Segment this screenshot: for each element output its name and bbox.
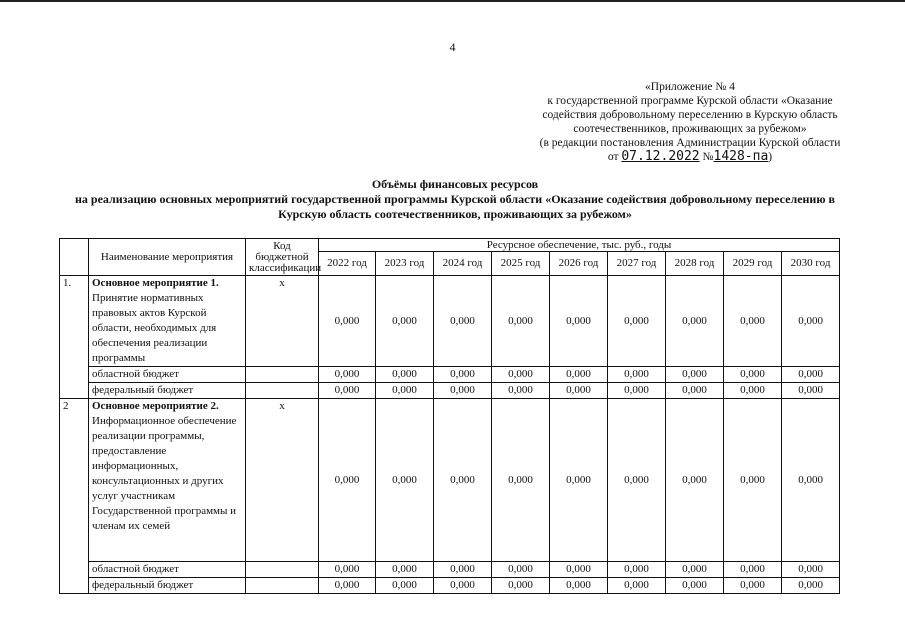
value-cell: 0,000 bbox=[492, 578, 550, 594]
table-row bbox=[60, 276, 840, 367]
header-year: 2029 год bbox=[724, 252, 782, 276]
value-cell: 0,000 bbox=[608, 276, 666, 367]
value-cell: 0,000 bbox=[608, 562, 666, 578]
value-cell: 0,000 bbox=[434, 399, 492, 562]
value-cell: 0,000 bbox=[666, 562, 724, 578]
finance-table bbox=[59, 238, 840, 594]
value-cell: 0,000 bbox=[666, 276, 724, 367]
budget-source: федеральный бюджет bbox=[89, 383, 246, 399]
header-year: 2030 год bbox=[782, 252, 840, 276]
value-cell: 0,000 bbox=[724, 578, 782, 594]
value-cell: 0,000 bbox=[724, 367, 782, 383]
value-cell: 0,000 bbox=[376, 367, 434, 383]
value-cell: 0,000 bbox=[319, 383, 376, 399]
value-cell: 0,000 bbox=[550, 578, 608, 594]
measure-name bbox=[89, 399, 246, 562]
value-cell: 0,000 bbox=[434, 562, 492, 578]
table-row bbox=[60, 399, 840, 562]
value-cell: 0,000 bbox=[608, 399, 666, 562]
header-year: 2027 год bbox=[608, 252, 666, 276]
header-year: 2026 год bbox=[550, 252, 608, 276]
budget-code bbox=[246, 578, 319, 594]
value-cell: 0,000 bbox=[434, 367, 492, 383]
header-num bbox=[60, 239, 89, 276]
document-title bbox=[60, 177, 850, 222]
appendix-line-3: содействия добровольному переселению в Курскую область bbox=[542, 109, 838, 121]
value-cell: 0,000 bbox=[319, 578, 376, 594]
value-cell: 0,000 bbox=[550, 562, 608, 578]
measure-description: Информационное обеспечение реализации программы, предоставление информационных, консультационных и других услуг участникам Государственной программы и членам их семей bbox=[92, 415, 237, 532]
table-subrow bbox=[60, 367, 840, 383]
value-cell: 0,000 bbox=[434, 383, 492, 399]
value-cell: 0,000 bbox=[492, 383, 550, 399]
budget-source: федеральный бюджет bbox=[89, 578, 246, 594]
value-cell: 0,000 bbox=[376, 383, 434, 399]
value-cell: 0,000 bbox=[550, 383, 608, 399]
measure-description: Принятие нормативных правовых актов Курской области, необходимых для обеспечения реализации программы bbox=[92, 292, 217, 364]
value-cell: 0,000 bbox=[434, 578, 492, 594]
value-cell: 0,000 bbox=[724, 276, 782, 367]
number-prefix: № bbox=[702, 151, 714, 163]
date-value: 07.12.2022 bbox=[621, 149, 700, 164]
date-prefix: от bbox=[607, 151, 619, 163]
value-cell: 0,000 bbox=[434, 276, 492, 367]
header-year: 2022 год bbox=[319, 252, 376, 276]
appendix-line-4: соотечественников, проживающих за рубежом» bbox=[573, 123, 807, 135]
measure-name bbox=[89, 276, 246, 367]
date-close: ) bbox=[768, 151, 773, 163]
value-cell: 0,000 bbox=[782, 367, 840, 383]
title-line-1: Объёмы финансовых ресурсов bbox=[371, 177, 539, 191]
appendix-date-line bbox=[525, 150, 855, 164]
value-cell: 0,000 bbox=[608, 578, 666, 594]
header-year: 2023 год bbox=[376, 252, 434, 276]
header-resources: Ресурсное обеспечение, тыс. руб., годы bbox=[319, 239, 840, 252]
value-cell: 0,000 bbox=[376, 276, 434, 367]
value-cell: 0,000 bbox=[376, 562, 434, 578]
value-cell: 0,000 bbox=[376, 578, 434, 594]
value-cell: 0,000 bbox=[550, 367, 608, 383]
table-subrow bbox=[60, 383, 840, 399]
appendix-line-2: к государственной программе Курской области «Оказание bbox=[547, 95, 833, 107]
number-value: 1428-па bbox=[713, 149, 769, 164]
value-cell: 0,000 bbox=[724, 399, 782, 562]
value-cell: 0,000 bbox=[492, 399, 550, 562]
title-line-3: Курскую область соотечественников, проживающих за рубежом» bbox=[278, 207, 632, 221]
budget-source: областной бюджет bbox=[89, 367, 246, 383]
value-cell: 0,000 bbox=[666, 399, 724, 562]
value-cell: 0,000 bbox=[492, 276, 550, 367]
value-cell: 0,000 bbox=[608, 383, 666, 399]
value-cell: 0,000 bbox=[724, 383, 782, 399]
measure-title: Основное мероприятие 1. bbox=[92, 277, 219, 289]
appendix-line-1: «Приложение № 4 bbox=[645, 81, 735, 93]
value-cell: 0,000 bbox=[782, 399, 840, 562]
value-cell: 0,000 bbox=[550, 276, 608, 367]
value-cell: 0,000 bbox=[782, 578, 840, 594]
row-number: 1. bbox=[60, 276, 89, 399]
value-cell: 0,000 bbox=[666, 578, 724, 594]
value-cell: 0,000 bbox=[319, 562, 376, 578]
value-cell: 0,000 bbox=[319, 399, 376, 562]
appendix-line-5: (в редакции постановления Администрации Курской области bbox=[539, 137, 841, 149]
budget-code: x bbox=[246, 276, 319, 367]
page-number: 4 bbox=[449, 40, 456, 54]
top-border-line bbox=[0, 0, 905, 2]
table-body bbox=[60, 276, 840, 594]
header-year: 2024 год bbox=[434, 252, 492, 276]
budget-source: областной бюджет bbox=[89, 562, 246, 578]
header-year: 2025 год bbox=[492, 252, 550, 276]
table-subrow bbox=[60, 562, 840, 578]
title-line-2: на реализацию основных мероприятий государственной программы Курской области «Оказание содействия добровольному переселению в bbox=[74, 192, 835, 206]
value-cell: 0,000 bbox=[319, 367, 376, 383]
header-code: Код бюджетной классификации bbox=[246, 239, 319, 276]
value-cell: 0,000 bbox=[550, 399, 608, 562]
value-cell: 0,000 bbox=[608, 367, 666, 383]
budget-code bbox=[246, 383, 319, 399]
header-name: Наименование мероприятия bbox=[89, 239, 246, 276]
table-subrow bbox=[60, 578, 840, 594]
value-cell: 0,000 bbox=[782, 383, 840, 399]
value-cell: 0,000 bbox=[492, 562, 550, 578]
budget-code bbox=[246, 367, 319, 383]
value-cell: 0,000 bbox=[782, 562, 840, 578]
value-cell: 0,000 bbox=[666, 367, 724, 383]
budget-code bbox=[246, 562, 319, 578]
value-cell: 0,000 bbox=[376, 399, 434, 562]
row-number: 2 bbox=[60, 399, 89, 594]
value-cell: 0,000 bbox=[724, 562, 782, 578]
budget-code: x bbox=[246, 399, 319, 562]
header-year: 2028 год bbox=[666, 252, 724, 276]
measure-title: Основное мероприятие 2. bbox=[92, 400, 219, 412]
value-cell: 0,000 bbox=[319, 276, 376, 367]
value-cell: 0,000 bbox=[492, 367, 550, 383]
appendix-block bbox=[525, 80, 855, 164]
value-cell: 0,000 bbox=[666, 383, 724, 399]
value-cell: 0,000 bbox=[782, 276, 840, 367]
